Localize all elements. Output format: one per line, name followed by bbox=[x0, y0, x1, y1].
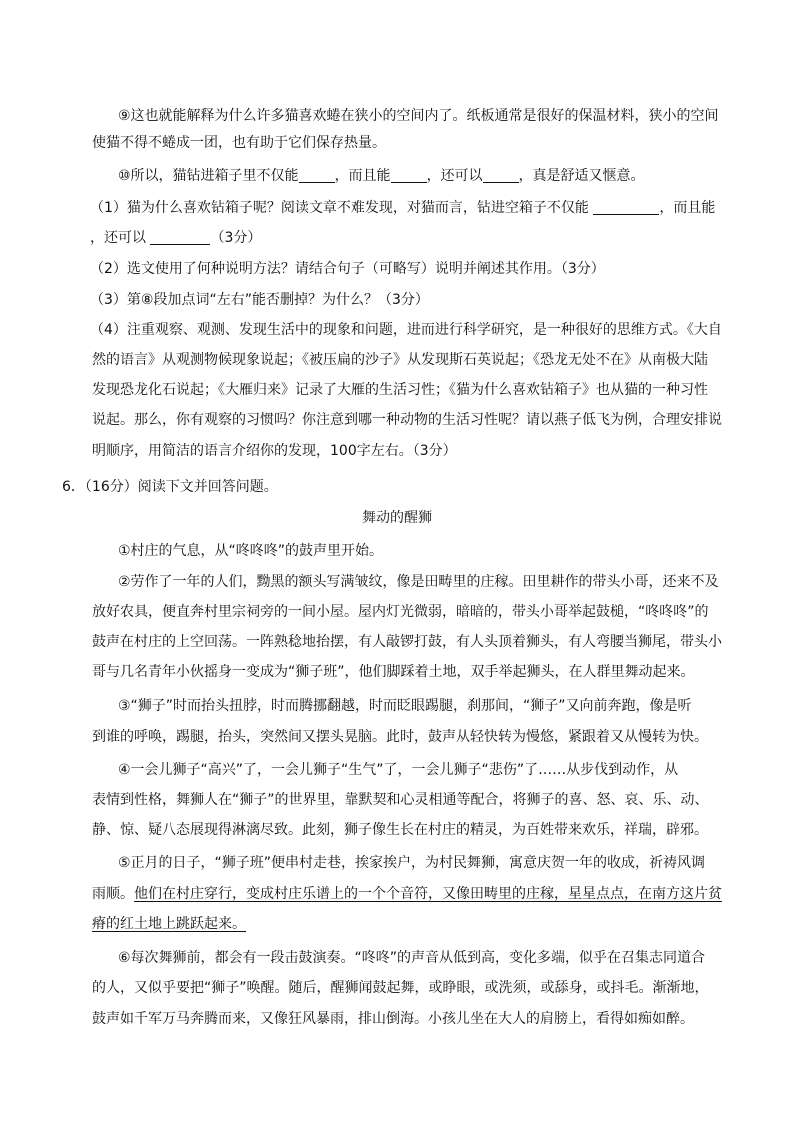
answer-blank[interactable] bbox=[593, 200, 659, 215]
article-title: 舞动的醒狮 bbox=[362, 510, 432, 526]
underlined-sentence: 他们在村庄穿行，变成村庄乐谱上的一个个音符，又像田畴里的庄稼，星星点点，在南方这片贫 bbox=[134, 886, 722, 902]
question-4-line2: 然的语言》从观测物候现象说起；《被压扁的沙子》从发现斯石英说起；《恐龙无处不在》从南极大陆 bbox=[92, 352, 708, 368]
article-p6-line3: 鼓声如千军万马奔腾而来，又像狂风暴雨，排山倒海。小孩儿坐在大人的肩膀上，看得如痴如醉。 bbox=[92, 1011, 694, 1027]
answer-blank[interactable] bbox=[483, 168, 519, 183]
answer-blank[interactable] bbox=[391, 168, 427, 183]
para9-line2: 使猫不得不蜷成一团，也有助于它们保存热量。 bbox=[92, 135, 386, 151]
para10: ⑩所以，猫钻进箱子里不仅能 ，而且能 ，还可以 ，真是舒适又惬意。 bbox=[118, 168, 645, 184]
article-p6-line1: ⑥每次舞狮前，都会有一段击鼓演奏。“咚咚”的声音从低到高，变化多端，似乎在召集志同道合 bbox=[118, 950, 706, 966]
article-p2-line2: 放好农具，便直奔村里宗祠旁的一间小屋。屋内灯光微弱，暗暗的，带头小哥举起鼓槌，“咚咚咚”的 bbox=[92, 604, 709, 620]
article-p5-line2: 雨顺。他们在村庄穿行，变成村庄乐谱上的一个个音符，又像田畴里的庄稼，星星点点，在南方这片贫 bbox=[92, 886, 722, 902]
question-4-line4: 说起。那么，你有观察的习惯吗？你注意到哪一种动物的生活习性呢？请以燕子低飞为例，合理安排说 bbox=[92, 412, 722, 428]
article-p3-line1: ③“狮子”时而抬头扭脖，时而腾挪翻越，时而眨眼踢腿，刹那间，“狮子”又向前奔跑，像是听 bbox=[118, 698, 692, 714]
article-p2-line1: ②劳作了一年的人们，黝黑的额头写满皱纹，像是田畴里的庄稼。田里耕作的带头小哥，还来不及 bbox=[118, 574, 719, 590]
article-p4-line3: 静、惊、疑八态展现得淋漓尽致。此刻，狮子像生长在村庄的精灵，为百姓带来欢乐，祥瑞，辟邪。 bbox=[92, 822, 708, 838]
article-p2-line4: 哥与几名青年小伙摇身一变成为“狮子班”，他们脚踩着土地，双手举起狮头，在人群里舞动起来。 bbox=[92, 664, 695, 680]
question-1-line2: ，还可以 （3分） bbox=[90, 230, 262, 246]
question-4-line1: （4）注重观察、观测、发现生活中的现象和问题，进而进行科学研究，是一种很好的思维方式。《大自 bbox=[90, 322, 722, 338]
article-p3-line2: 到谁的呼唤，踢腿，抬头，突然间又摆头晃脑。此时，鼓声从轻快转为慢悠，紧跟着又从慢转为快。 bbox=[92, 729, 708, 745]
answer-blank[interactable] bbox=[299, 168, 335, 183]
question-3: （3）第⑧段加点词“左右”能否删掉？为什么？（3分） bbox=[90, 292, 429, 308]
question-4-line3: 发现恐龙化石说起；《大雁归来》记录了大雁的生活习性；《猫为什么喜欢钻箱子》也从猫的一种习性 bbox=[92, 382, 708, 398]
article-p4-line2: 表情到性格，舞狮人在“狮子”的世界里，靠默契和心灵相通等配合，将狮子的喜、怒、哀、乐、动、 bbox=[92, 792, 709, 808]
question-1-line1: （1）猫为什么喜欢钻箱子呢？阅读文章不难发现，对猫而言，钻进空箱子不仅能 ，而且能 bbox=[90, 200, 716, 216]
answer-blank[interactable] bbox=[150, 230, 210, 245]
article-p2-line3: 鼓声在村庄的上空回荡。一阵熟稔地抬摆，有人敲锣打鼓，有人头顶着狮头，有人弯腰当狮尾，带头小 bbox=[92, 634, 722, 650]
question-4-line5: 明顺序，用简洁的语言介绍你的发现，100字左右。（3分） bbox=[92, 443, 457, 459]
article-p6-line2: 的人，又似乎要把“狮子”唤醒。随后，醒狮闻鼓起舞，或睁眼，或洗须，或舔身，或抖毛。渐渐地， bbox=[92, 980, 709, 996]
para9-line1: ⑨这也就能解释为什么许多猫喜欢蜷在狭小的空间内了。纸板通常是很好的保温材料，狭小的空间 bbox=[118, 108, 719, 124]
article-p4-line1: ④一会儿狮子“高兴”了，一会儿狮子“生气”了，一会儿狮子“悲伤”了……从步伐到动作，从 bbox=[118, 762, 679, 778]
article-p5-line3: 瘠的红土地上跳跃起来。 bbox=[92, 916, 246, 932]
question-6-heading: 6．（16分）阅读下文并回答问题。 bbox=[62, 479, 278, 495]
question-2: （2）选文使用了何种说明方法？请结合句子（可略写）说明并阐述其作用。（3分） bbox=[90, 261, 605, 277]
article-p5-line1: ⑤正月的日子，“狮子班”便串村走巷，挨家挨户，为村民舞狮，寓意庆贺一年的收成，祈祷风调 bbox=[118, 855, 706, 871]
article-p1: ①村庄的气息，从“咚咚咚”的鼓声里开始。 bbox=[118, 543, 384, 559]
